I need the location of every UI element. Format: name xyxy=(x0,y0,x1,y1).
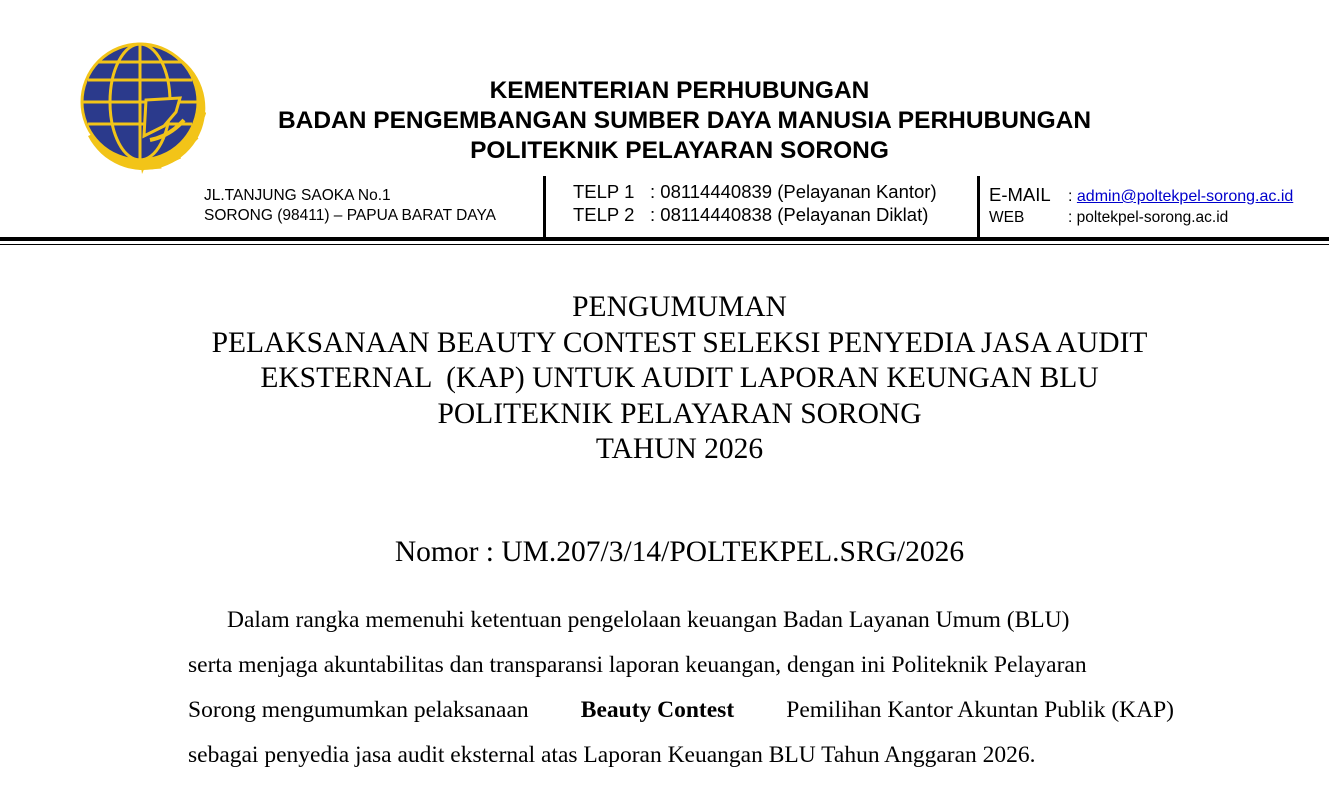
header-divider xyxy=(543,176,546,238)
phone-2-value: : 08114440838 (Pelayanan Diklat) xyxy=(650,204,929,225)
paragraph-line-2 xyxy=(188,643,1174,688)
email-link[interactable]: admin@poltekpel-sorong.ac.id xyxy=(1076,188,1294,205)
header-divider xyxy=(977,176,980,238)
header-rule-thin xyxy=(0,244,1329,245)
phone-1-value: : 08114440839 (Pelayanan Kantor) xyxy=(650,181,937,202)
address-line-1: JL.TANJUNG SAOKA No.1 xyxy=(204,187,391,204)
letterhead-title xyxy=(0,76,1329,166)
institution-name: POLITEKNIK PELAYARAN SORONG xyxy=(470,137,889,164)
email-row xyxy=(989,184,1293,208)
paragraph-line-3 xyxy=(188,688,1174,733)
paragraph-text: Dalam rangka memenuhi ketentuan pengelolaan keuangan Badan Layanan Umum (BLU) xyxy=(227,607,1070,633)
agency-name: BADAN PENGEMBANGAN SUMBER DAYA MANUSIA PERHUBUNGAN xyxy=(277,107,1092,134)
paragraph-text: sebagai penyedia jasa audit eksternal atas Laporan Keuangan BLU Tahun Anggaran 2026. xyxy=(188,742,1036,768)
title-line-1: PENGUMUMAN xyxy=(572,291,787,323)
paragraph-bold-term: Beauty Contest xyxy=(580,697,735,723)
title-line-4: POLITEKNIK PELAYARAN SORONG xyxy=(437,397,922,430)
email-label: E-MAIL xyxy=(989,184,1051,205)
address-block xyxy=(204,186,496,226)
phone-row-2 xyxy=(573,203,937,226)
header-rule-thick xyxy=(0,237,1329,241)
web-row xyxy=(989,208,1293,228)
announcement-title xyxy=(0,290,1329,468)
paragraph-line-4 xyxy=(188,733,1174,778)
paragraph-text-before-bold: Sorong mengumumkan pelaksanaan xyxy=(188,697,529,723)
phone-1-label: TELP 1 xyxy=(573,181,635,202)
ministry-name: KEMENTERIAN PERHUBUNGAN xyxy=(489,77,870,104)
phone-2-label: TELP 2 xyxy=(573,204,635,225)
title-line-5: TAHUN 2026 xyxy=(595,433,764,465)
paragraph-text-after-bold: Pemilihan Kantor Akuntan Publik (KAP) xyxy=(786,697,1174,723)
address-line-2: SORONG (98411) – PAPUA BARAT DAYA xyxy=(204,207,497,224)
web-value: : poltekpel-sorong.ac.id xyxy=(1068,209,1229,226)
title-line-2: PELAKSANAAN BEAUTY CONTEST SELEKSI PENYEDIA JASA AUDIT xyxy=(211,326,1148,359)
document-number: Nomor : UM.207/3/14/POLTEKPEL.SRG/2026 xyxy=(394,536,965,568)
phone-row-1 xyxy=(573,180,937,203)
title-line-3: EKSTERNAL (KAP) UNTUK AUDIT LAPORAN KEUNGAN BLU xyxy=(260,362,1099,394)
phone-block xyxy=(573,180,937,226)
body-paragraph xyxy=(188,598,1174,778)
email-colon: : xyxy=(1068,188,1073,205)
contact-block xyxy=(989,184,1293,228)
paragraph-line-1 xyxy=(188,598,1174,643)
web-label: WEB xyxy=(989,209,1025,226)
paragraph-text: serta menjaga akuntabilitas dan transparansi laporan keuangan, dengan ini Politeknik Pelayaran xyxy=(188,652,1087,678)
